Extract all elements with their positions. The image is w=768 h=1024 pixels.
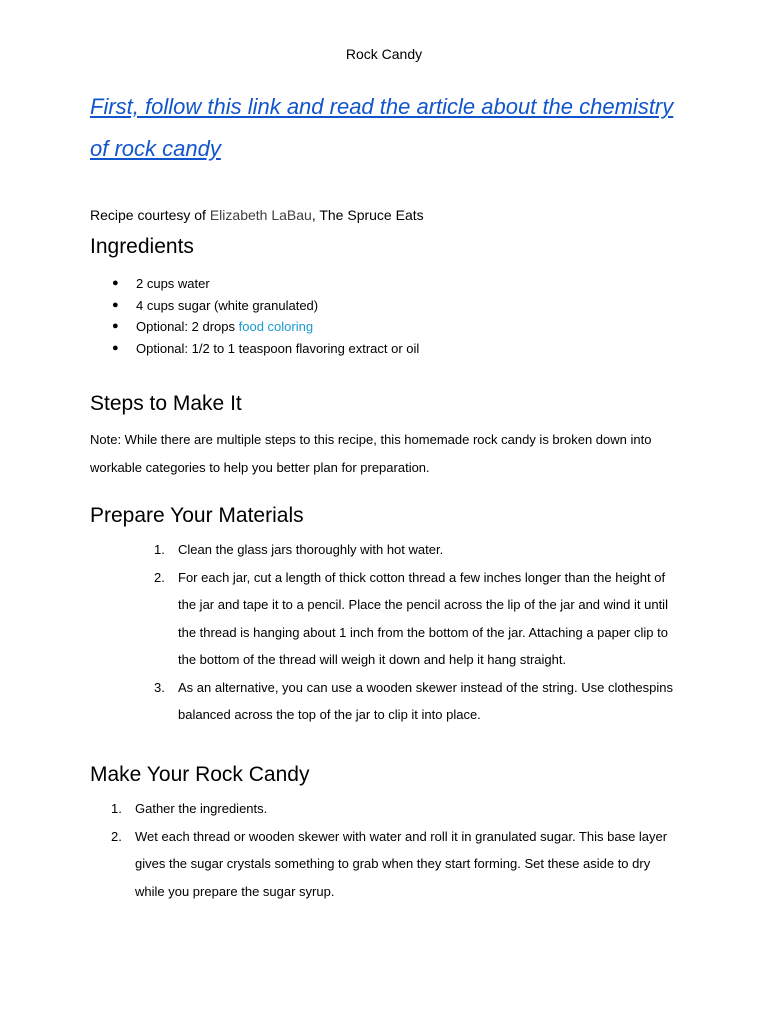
make-heading: Make Your Rock Candy bbox=[90, 763, 310, 786]
ingredient-text: Optional: 1/2 to 1 teaspoon flavoring extract or oil bbox=[136, 340, 420, 356]
item-text: Clean the glass jars thoroughly with hot water. bbox=[178, 542, 444, 557]
item-number: 1. bbox=[154, 542, 165, 557]
item-text: As an alternative, you can use a wooden skewer instead of the string. Use clothespins balanced across the top of the jar to clip it into place. bbox=[178, 679, 674, 722]
item-number: 2. bbox=[111, 828, 122, 844]
credit-prefix: Recipe courtesy of bbox=[90, 207, 210, 223]
item-number: 2. bbox=[154, 569, 165, 585]
materials-list bbox=[154, 536, 678, 729]
ingredients-heading: Ingredients bbox=[90, 235, 194, 258]
ingredient-text: 2 cups water bbox=[136, 276, 210, 291]
item-text: Wet each thread or wooden skewer with water and roll it in granulated sugar. This base layer gives the sugar crystals something to grab when they start forming. Set these aside to dry while you prepare the sugar syrup. bbox=[135, 828, 668, 899]
ingredient-text: Optional: 2 drops bbox=[136, 319, 239, 334]
food-coloring-link[interactable]: food coloring bbox=[238, 319, 314, 334]
steps-note: Note: While there are multiple steps to this recipe, this homemade rock candy is broken down into workable categories to help you better plan for preparation. bbox=[90, 432, 652, 475]
list-item bbox=[154, 564, 678, 674]
ingredient-item bbox=[112, 295, 419, 317]
recipe-credit bbox=[90, 207, 424, 223]
list-item bbox=[154, 674, 678, 729]
ingredient-item bbox=[112, 316, 419, 338]
item-number: 3. bbox=[154, 679, 165, 695]
ingredient-item bbox=[112, 273, 419, 295]
credit-author-link[interactable]: Elizabeth LaBau bbox=[209, 207, 312, 223]
article-link[interactable]: First, follow this link and read the article about the chemistry of rock candy bbox=[90, 94, 674, 161]
item-number: 1. bbox=[111, 801, 122, 816]
steps-heading: Steps to Make It bbox=[90, 392, 242, 415]
ingredients-list bbox=[112, 273, 419, 359]
document-title: Rock Candy bbox=[345, 46, 423, 62]
ingredient-item bbox=[112, 338, 419, 360]
credit-suffix: , The Spruce Eats bbox=[311, 207, 424, 223]
list-item bbox=[111, 795, 675, 823]
ingredient-text: 4 cups sugar (white granulated) bbox=[136, 297, 319, 313]
item-text: Gather the ingredients. bbox=[135, 801, 268, 816]
make-list bbox=[111, 795, 675, 905]
list-item bbox=[111, 823, 675, 906]
list-item bbox=[154, 536, 678, 564]
item-text: For each jar, cut a length of thick cotton thread a few inches longer than the height of the jar and tape it to a pencil. Place the pencil across the lip of the jar and wind it until the thread is hanging about 1 inch from the bottom of the jar. Attaching a paper clip to the bottom of the thread will weigh it down and help it hang straight. bbox=[178, 569, 668, 667]
materials-heading: Prepare Your Materials bbox=[90, 504, 304, 527]
